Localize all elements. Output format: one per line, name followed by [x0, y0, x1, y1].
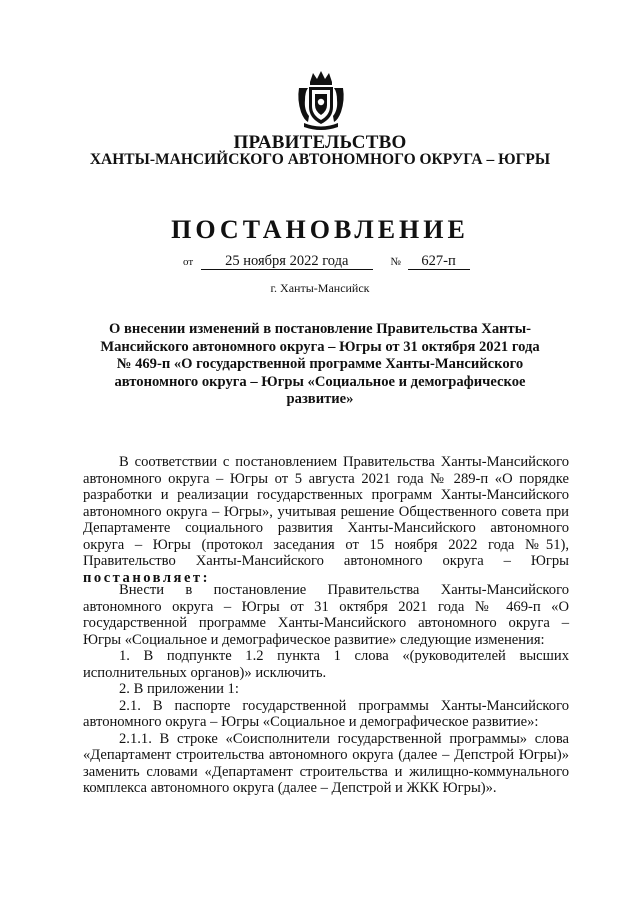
date-number-line	[183, 253, 470, 270]
paragraph: 2. В приложении 1:	[119, 681, 239, 697]
paragraph: 1. В подпункте 1.2 пункта 1 слова «(руководителей высших исполнительных органов)» исключить.	[83, 648, 569, 681]
paragraph: Внести в постановление Правительства Ханты-Мансийского автономного округа – Югры от 31 октября 2021 года № 469-п «О государственной программе Ханты-Мансийского автономного округа – Югры «Социальное и демографическое развитие» следующие изменения:	[83, 582, 569, 648]
government-name: ПРАВИТЕЛЬСТВО	[233, 132, 407, 153]
document-date: 25 ноября 2022 года	[201, 254, 373, 270]
coat-of-arms-emblem	[296, 70, 346, 130]
preamble-paragraph	[83, 454, 569, 586]
preamble-text: В соответствии с постановлением Правительства Ханты-Мансийского автономного округа – Югры от 5 августа 2021 года № 289-п «О порядке разработки и реализации государственных программ Ханты-Мансийского автономного округа – Югры», учитывая решение Общественного совета при Департаменте социального развития Ханты-Мансийского автономного округа – Югры (протокол заседания от 15 ноября 2022 года №51), Правительство Ханты-Мансийского автономного округа – Югры	[83, 454, 569, 569]
decree-body	[83, 582, 569, 797]
document-title: О внесении изменений в постановление Правительства Ханты-Мансийского автономного округа – Югры от 31 октября 2021 года № 469-п «О государственной программе Ханты-Мансийского автономного округа – Югры «Социальное и демографическое развитие»	[100, 321, 540, 407]
paragraph: 2.1.1. В строке «Соисполнители государственной программы» слова «Департамент строительства автономного округа (далее – Депстрой Югры)» заменить словами «Департамент строительства и жилищно-коммунального комплекса автономного округа (далее – Депстрой и ЖКК Югры)».	[83, 730, 569, 796]
paragraph: 2.1. В паспорте государственной программы Ханты-Мансийского автономного округа – Югры «Социальное и демографическое развитие»:	[83, 697, 569, 730]
city-name: г. Ханты-Мансийск	[270, 281, 370, 295]
date-prefix: от	[183, 256, 194, 268]
document-type: ПОСТАНОВЛЕНИЕ	[171, 215, 469, 244]
region-name: ХАНТЫ-МАНСИЙСКОГО АВТОНОМНОГО ОКРУГА – ЮГРЫ	[89, 151, 551, 168]
document-number: 627-п	[408, 254, 470, 270]
number-prefix: №	[390, 256, 401, 268]
decree-word: постановляет:	[83, 569, 210, 586]
